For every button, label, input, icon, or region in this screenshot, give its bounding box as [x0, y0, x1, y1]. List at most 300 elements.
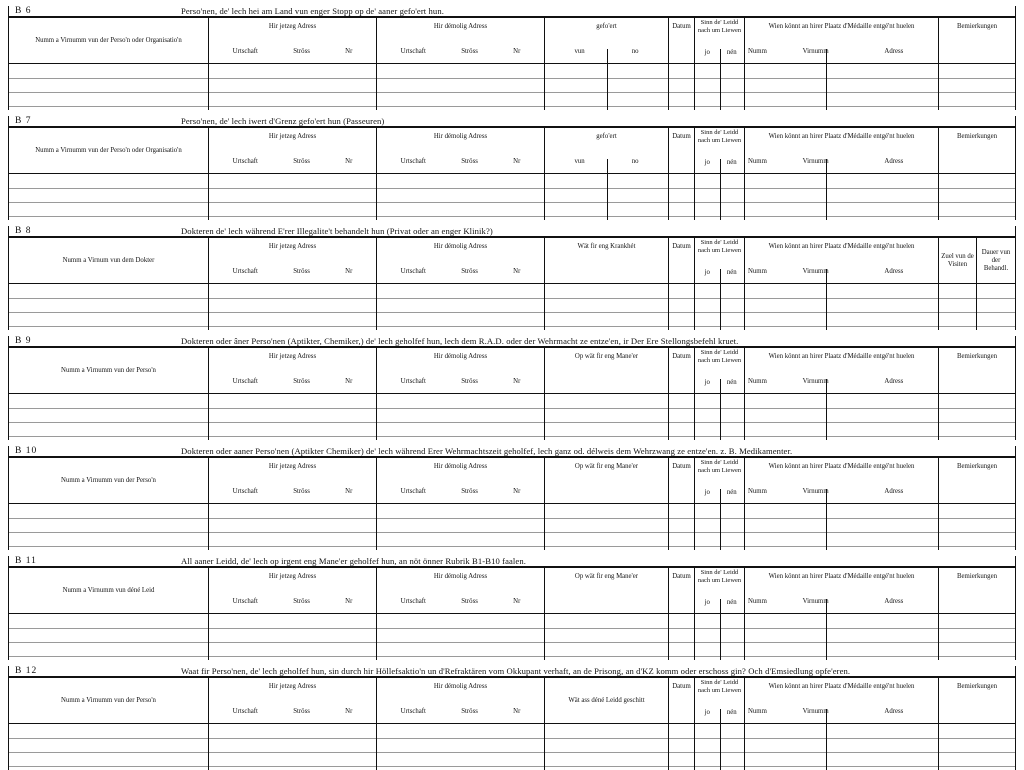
alive-cell[interactable] — [695, 504, 745, 550]
number-label: Nr — [345, 48, 353, 55]
address-subheaders — [377, 378, 544, 386]
current-address-label: Hir jetzeg Adress — [268, 683, 317, 690]
medal-recipient-cell[interactable] — [745, 284, 939, 330]
remarks-cell[interactable] — [939, 504, 1015, 550]
column-headers — [9, 18, 1015, 64]
medal-recipient-label: Wien könnt an hirer Plaatz d'Médaille entgé'nt huelen — [768, 353, 915, 360]
alive-label: Sinn de' Leidd nach um Liewen — [697, 19, 742, 34]
remarks-label: Bemierkungen — [956, 463, 997, 470]
duration-label: Dauer vun der Behandl. — [981, 248, 1011, 272]
column-headers — [9, 568, 1015, 614]
visits-header — [939, 238, 977, 283]
section-header — [9, 6, 1015, 18]
section-id: B 12 — [15, 666, 38, 676]
manner-header — [545, 568, 669, 613]
address-subheaders — [377, 48, 544, 56]
former-address-label: Hir démolig Adress — [433, 683, 488, 690]
current-address-header — [209, 678, 377, 723]
medal-recipient-header — [745, 458, 939, 503]
locality-label: Urtschaft — [400, 268, 426, 275]
number-label: Nr — [513, 598, 521, 605]
name-column-header — [9, 678, 209, 723]
alive-subheaders — [695, 489, 744, 497]
date-header — [669, 458, 695, 503]
section-b9 — [8, 336, 1016, 440]
name-entry-cell[interactable] — [9, 394, 209, 440]
alive-header — [695, 18, 745, 63]
current-address-cell[interactable] — [209, 394, 377, 440]
alive-header — [695, 458, 745, 503]
street-label: Ströss — [293, 158, 310, 165]
former-address-cell[interactable] — [377, 614, 545, 660]
street-label: Ströss — [461, 598, 478, 605]
street-label: Ströss — [461, 378, 478, 385]
section-title: Dokteren oder aaner Perso'nen (Aptikter Chemiker) de' lech während Erer Wehrmachtszeit geholfef, lech ganz od. délweis dem Wehrzwang ze entze'en. z. B. Medikamenter. — [181, 446, 793, 456]
visits-cell[interactable] — [939, 284, 977, 330]
transported-header — [545, 128, 669, 173]
address-subheaders — [209, 488, 376, 496]
current-address-label: Hir jetzeg Adress — [268, 463, 317, 470]
remarks-cell[interactable] — [939, 64, 1015, 110]
address-label: Adress — [884, 48, 904, 55]
number-label: Nr — [513, 378, 521, 385]
remarks-cell[interactable] — [939, 394, 1015, 440]
name-column-header — [9, 18, 209, 63]
locality-label: Urtschaft — [232, 48, 258, 55]
firstname-label: Virnumm — [802, 488, 829, 495]
address-label: Adress — [884, 598, 904, 605]
alive-header — [695, 128, 745, 173]
alive-cell[interactable] — [695, 724, 745, 770]
surname-label: Numm — [748, 378, 767, 385]
address-subheaders — [377, 158, 544, 166]
section-id: B 10 — [15, 446, 38, 456]
section-header — [9, 446, 1015, 458]
duration-cell[interactable] — [977, 284, 1015, 330]
address-label: Adress — [884, 158, 904, 165]
medal-subheaders — [745, 708, 938, 716]
medal-recipient-cell[interactable] — [745, 174, 939, 220]
current-address-cell[interactable] — [209, 284, 377, 330]
current-address-cell[interactable] — [209, 724, 377, 770]
column-headers — [9, 348, 1015, 394]
section-title: Perso'nen, de' lech hei am Land vun enger Stopp op de' aaner gefo'ert hun. — [181, 6, 444, 16]
from-label: vun — [574, 158, 585, 165]
former-address-cell[interactable] — [377, 284, 545, 330]
manner-label: Op wät fir eng Mane'er — [574, 463, 639, 470]
alive-cell[interactable] — [695, 64, 745, 110]
transported-subheaders — [545, 158, 668, 166]
no-label: nén — [726, 379, 737, 386]
surname-label: Numm — [748, 158, 767, 165]
former-address-header — [377, 678, 545, 723]
date-cell[interactable] — [669, 174, 695, 220]
number-label: Nr — [345, 158, 353, 165]
medal-recipient-label: Wien könnt an hirer Plaatz d'Médaille entgé'nt huelen — [768, 463, 915, 470]
section-title: All aaner Leidd, de' lech op irgent eng Mane'er geholfef hun, an nöt önner Rubrik B1-B10 faalen. — [181, 556, 526, 566]
address-subheaders — [377, 598, 544, 606]
current-address-cell[interactable] — [209, 504, 377, 550]
former-address-cell[interactable] — [377, 724, 545, 770]
name-column-header — [9, 348, 209, 393]
medal-recipient-label: Wien könnt an hirer Plaatz d'Médaille entgé'nt huelen — [768, 23, 915, 30]
yes-label: jo — [704, 269, 710, 276]
firstname-label: Virnumm — [802, 708, 829, 715]
to-label: no — [631, 158, 639, 165]
former-address-label: Hir démolig Adress — [433, 573, 488, 580]
section-id: B 8 — [15, 226, 32, 236]
locality-label: Urtschaft — [232, 708, 258, 715]
entry-rows[interactable] — [9, 614, 1015, 660]
locality-label: Urtschaft — [400, 708, 426, 715]
section-title: Perso'nen, de' lech iwert d'Grenz gefo'ert hun (Passeuren) — [181, 116, 385, 126]
former-address-cell[interactable] — [377, 394, 545, 440]
remarks-label: Bemierkungen — [956, 133, 997, 140]
number-label: Nr — [513, 158, 521, 165]
medal-subheaders — [745, 158, 938, 166]
section-id: B 7 — [15, 116, 32, 126]
alive-label: Sinn de' Leidd nach um Liewen — [697, 459, 742, 474]
date-label: Datum — [672, 683, 691, 690]
address-subheaders — [209, 48, 376, 56]
manner-cell[interactable] — [545, 504, 669, 550]
number-label: Nr — [345, 378, 353, 385]
alive-label: Sinn de' Leidd nach um Liewen — [697, 239, 742, 254]
medal-recipient-cell[interactable] — [745, 394, 939, 440]
name-label: Numm a Virnumm vun déné Leid — [62, 586, 155, 594]
street-label: Ströss — [293, 708, 310, 715]
section-title: Dokteren oder âner Perso'nen (Aptikter, Chemiker,) de' lech geholfef hun, lech dem R.A.D. oder der Wehrmacht ze entze'en, ir Der Ere Stellongsbefehl kruet. — [181, 336, 739, 346]
no-label: nén — [726, 599, 737, 606]
name-entry-cell[interactable] — [9, 504, 209, 550]
section-id: B 11 — [15, 556, 37, 566]
street-label: Ströss — [293, 598, 310, 605]
manner-cell[interactable] — [545, 394, 669, 440]
name-label: Numm a Virnumm vun der Perso'n — [61, 696, 156, 704]
yes-label: jo — [704, 709, 710, 716]
illness-cell[interactable] — [545, 284, 669, 330]
illness-header — [545, 238, 669, 283]
former-address-header — [377, 348, 545, 393]
transported-label: gefo'ert — [596, 23, 617, 30]
locality-label: Urtschaft — [232, 268, 258, 275]
remarks-label: Bemierkungen — [956, 353, 997, 360]
address-label: Adress — [884, 268, 904, 275]
date-label: Datum — [672, 353, 691, 360]
section-b12 — [8, 666, 1016, 770]
number-label: Nr — [345, 268, 353, 275]
date-label: Datum — [672, 133, 691, 140]
remarks-header — [939, 348, 1015, 393]
medal-recipient-cell[interactable] — [745, 504, 939, 550]
street-label: Ströss — [461, 158, 478, 165]
name-label: Numm a Virnumm vun der Perso'n oder Organisatio'n — [35, 146, 182, 154]
from-label: vun — [574, 48, 585, 55]
column-headers — [9, 458, 1015, 504]
medal-recipient-label: Wien könnt an hirer Plaatz d'Médaille entgé'nt huelen — [768, 243, 915, 250]
firstname-label: Virnumm — [802, 268, 829, 275]
entry-rows[interactable] — [9, 504, 1015, 550]
address-subheaders — [377, 268, 544, 276]
column-headers — [9, 128, 1015, 174]
medal-recipient-label: Wien könnt an hirer Plaatz d'Médaille entgé'nt huelen — [768, 133, 915, 140]
current-address-label: Hir jetzeg Adress — [268, 133, 317, 140]
remarks-cell[interactable] — [939, 724, 1015, 770]
former-address-header — [377, 128, 545, 173]
medal-recipient-header — [745, 18, 939, 63]
date-cell[interactable] — [669, 64, 695, 110]
date-cell[interactable] — [669, 724, 695, 770]
former-address-cell[interactable] — [377, 504, 545, 550]
manner-cell[interactable] — [545, 614, 669, 660]
former-address-label: Hir démolig Adress — [433, 133, 488, 140]
alive-label: Sinn de' Leidd nach um Liewen — [697, 679, 742, 694]
transported-header — [545, 18, 669, 63]
remarks-header — [939, 458, 1015, 503]
name-entry-cell[interactable] — [9, 724, 209, 770]
yes-label: jo — [704, 489, 710, 496]
transported-label: gefo'ert — [596, 133, 617, 140]
alive-subheaders — [695, 379, 744, 387]
transported-subheaders — [545, 48, 668, 56]
address-label: Adress — [884, 708, 904, 715]
former-address-cell[interactable] — [377, 174, 545, 220]
manner-header — [545, 348, 669, 393]
visits-label: Zuel vun de Visiten — [941, 252, 974, 268]
no-label: nén — [726, 269, 737, 276]
former-address-label: Hir démolig Adress — [433, 243, 488, 250]
current-address-header — [209, 18, 377, 63]
name-column-header — [9, 128, 209, 173]
manner-label: Op wät fir eng Mane'er — [574, 573, 639, 580]
surname-label: Numm — [748, 598, 767, 605]
date-label: Datum — [672, 243, 691, 250]
firstname-label: Virnumm — [802, 378, 829, 385]
number-label: Nr — [345, 598, 353, 605]
former-address-label: Hir démolig Adress — [433, 463, 488, 470]
outcome-header — [545, 678, 669, 723]
medal-subheaders — [745, 268, 938, 276]
section-title: Dokteren de' lech während E'rer Illegalite't behandelt hun (Privat oder an enger Klinik?) — [181, 226, 493, 236]
alive-subheaders — [695, 599, 744, 607]
yes-label: jo — [704, 49, 710, 56]
column-headers — [9, 238, 1015, 284]
address-subheaders — [209, 158, 376, 166]
medal-recipient-label: Wien könnt an hirer Plaatz d'Médaille entgé'nt huelen — [768, 683, 915, 690]
date-cell[interactable] — [669, 504, 695, 550]
medal-recipient-cell[interactable] — [745, 64, 939, 110]
former-address-header — [377, 238, 545, 283]
alive-header — [695, 348, 745, 393]
current-address-header — [209, 348, 377, 393]
address-subheaders — [377, 708, 544, 716]
number-label: Nr — [513, 48, 521, 55]
remarks-header — [939, 568, 1015, 613]
section-header — [9, 226, 1015, 238]
current-address-cell[interactable] — [209, 614, 377, 660]
name-entry-cell[interactable] — [9, 284, 209, 330]
alive-header — [695, 568, 745, 613]
section-title: Waat fir Perso'nen, de' lech geholfef hun, sin durch hir Höllefsaktio'n un d'Refraktären vom Okkupant verhaft, an de Prisong, an d'KZ komm oder erschoss gin? Och d'Emsiedlung opfe'eren. — [181, 666, 851, 676]
alive-cell[interactable] — [695, 174, 745, 220]
name-label: Numm a Virnumm vun der Perso'n — [61, 476, 156, 484]
date-cell[interactable] — [669, 394, 695, 440]
address-subheaders — [209, 598, 376, 606]
alive-header — [695, 238, 745, 283]
street-label: Ströss — [461, 708, 478, 715]
alive-header — [695, 678, 745, 723]
firstname-label: Virnumm — [802, 158, 829, 165]
street-label: Ströss — [293, 268, 310, 275]
manner-header — [545, 458, 669, 503]
surname-label: Numm — [748, 708, 767, 715]
entry-rows[interactable] — [9, 724, 1015, 770]
to-label: no — [631, 48, 639, 55]
former-address-header — [377, 568, 545, 613]
no-label: nén — [726, 709, 737, 716]
duration-header — [977, 238, 1015, 283]
manner-label: Op wät fir eng Mane'er — [574, 353, 639, 360]
date-header — [669, 128, 695, 173]
no-label: nén — [726, 49, 737, 56]
medal-recipient-header — [745, 128, 939, 173]
former-address-header — [377, 18, 545, 63]
alive-subheaders — [695, 159, 744, 167]
current-address-header — [209, 238, 377, 283]
firstname-label: Virnumm — [802, 48, 829, 55]
current-address-label: Hir jetzeg Adress — [268, 23, 317, 30]
address-label: Adress — [884, 378, 904, 385]
name-label: Numm a Virnumm vun der Perso'n oder Organisatio'n — [35, 36, 182, 44]
name-entry-cell[interactable] — [9, 614, 209, 660]
section-b11 — [8, 556, 1016, 660]
date-label: Datum — [672, 463, 691, 470]
number-label: Nr — [345, 488, 353, 495]
current-address-header — [209, 458, 377, 503]
medal-recipient-cell[interactable] — [745, 614, 939, 660]
address-subheaders — [209, 378, 376, 386]
locality-label: Urtschaft — [400, 48, 426, 55]
address-subheaders — [209, 268, 376, 276]
section-header — [9, 116, 1015, 128]
entry-rows[interactable] — [9, 284, 1015, 330]
medal-recipient-header — [745, 678, 939, 723]
current-address-cell[interactable] — [209, 174, 377, 220]
remarks-cell[interactable] — [939, 174, 1015, 220]
date-header — [669, 568, 695, 613]
name-entry-cell[interactable] — [9, 174, 209, 220]
current-address-label: Hir jetzeg Adress — [268, 573, 317, 580]
transported-cell[interactable] — [545, 64, 669, 110]
date-header — [669, 348, 695, 393]
entry-rows[interactable] — [9, 174, 1015, 220]
number-label: Nr — [513, 708, 521, 715]
name-label: Numm a Virnum vun dem Dokter — [62, 256, 155, 264]
entry-rows[interactable] — [9, 64, 1015, 110]
remarks-label: Bemierkungen — [956, 683, 997, 690]
former-address-header — [377, 458, 545, 503]
medal-recipient-header — [745, 568, 939, 613]
surname-label: Numm — [748, 48, 767, 55]
locality-label: Urtschaft — [400, 158, 426, 165]
date-header — [669, 678, 695, 723]
street-label: Ströss — [461, 48, 478, 55]
locality-label: Urtschaft — [232, 378, 258, 385]
number-label: Nr — [513, 268, 521, 275]
current-address-label: Hir jetzeg Adress — [268, 353, 317, 360]
yes-label: jo — [704, 379, 710, 386]
illness-label: Wät fir eng Krankhét — [577, 243, 636, 250]
number-label: Nr — [345, 708, 353, 715]
address-label: Adress — [884, 488, 904, 495]
alive-cell[interactable] — [695, 284, 745, 330]
remarks-header — [939, 128, 1015, 173]
alive-subheaders — [695, 269, 744, 277]
former-address-label: Hir démolig Adress — [433, 23, 488, 30]
section-header — [9, 336, 1015, 348]
firstname-label: Virnumm — [802, 598, 829, 605]
doctor-name-column-header — [9, 238, 209, 283]
entry-rows[interactable] — [9, 394, 1015, 440]
column-headers — [9, 678, 1015, 724]
locality-label: Urtschaft — [232, 158, 258, 165]
remarks-cell[interactable] — [939, 614, 1015, 660]
name-label: Numm a Virnumm vun der Perso'n — [61, 366, 156, 374]
surname-label: Numm — [748, 268, 767, 275]
surname-label: Numm — [748, 488, 767, 495]
medal-subheaders — [745, 48, 938, 56]
section-id: B 9 — [15, 336, 32, 346]
name-column-header — [9, 458, 209, 503]
no-label: nén — [726, 159, 737, 166]
yes-label: jo — [704, 159, 710, 166]
outcome-cell[interactable] — [545, 724, 669, 770]
remarks-label: Bemierkungen — [956, 573, 997, 580]
remarks-header — [939, 18, 1015, 63]
medal-subheaders — [745, 378, 938, 386]
date-label: Datum — [672, 23, 691, 30]
remarks-label: Bemierkungen — [956, 23, 997, 30]
former-address-label: Hir démolig Adress — [433, 353, 488, 360]
yes-label: jo — [704, 599, 710, 606]
former-address-cell[interactable] — [377, 64, 545, 110]
street-label: Ströss — [293, 48, 310, 55]
section-b7 — [8, 116, 1016, 220]
alive-label: Sinn de' Leidd nach um Liewen — [697, 349, 742, 364]
name-column-header — [9, 568, 209, 613]
date-label: Datum — [672, 573, 691, 580]
current-address-cell[interactable] — [209, 64, 377, 110]
alive-cell[interactable] — [695, 394, 745, 440]
current-address-label: Hir jetzeg Adress — [268, 243, 317, 250]
transported-cell[interactable] — [545, 174, 669, 220]
number-label: Nr — [513, 488, 521, 495]
date-cell[interactable] — [669, 614, 695, 660]
street-label: Ströss — [461, 268, 478, 275]
locality-label: Urtschaft — [400, 598, 426, 605]
medal-recipient-cell[interactable] — [745, 724, 939, 770]
address-subheaders — [377, 488, 544, 496]
section-b6 — [8, 6, 1016, 110]
alive-cell[interactable] — [695, 614, 745, 660]
locality-label: Urtschaft — [232, 598, 258, 605]
date-header — [669, 18, 695, 63]
date-cell[interactable] — [669, 284, 695, 330]
locality-label: Urtschaft — [232, 488, 258, 495]
name-entry-cell[interactable] — [9, 64, 209, 110]
section-b8 — [8, 226, 1016, 330]
section-header — [9, 666, 1015, 678]
